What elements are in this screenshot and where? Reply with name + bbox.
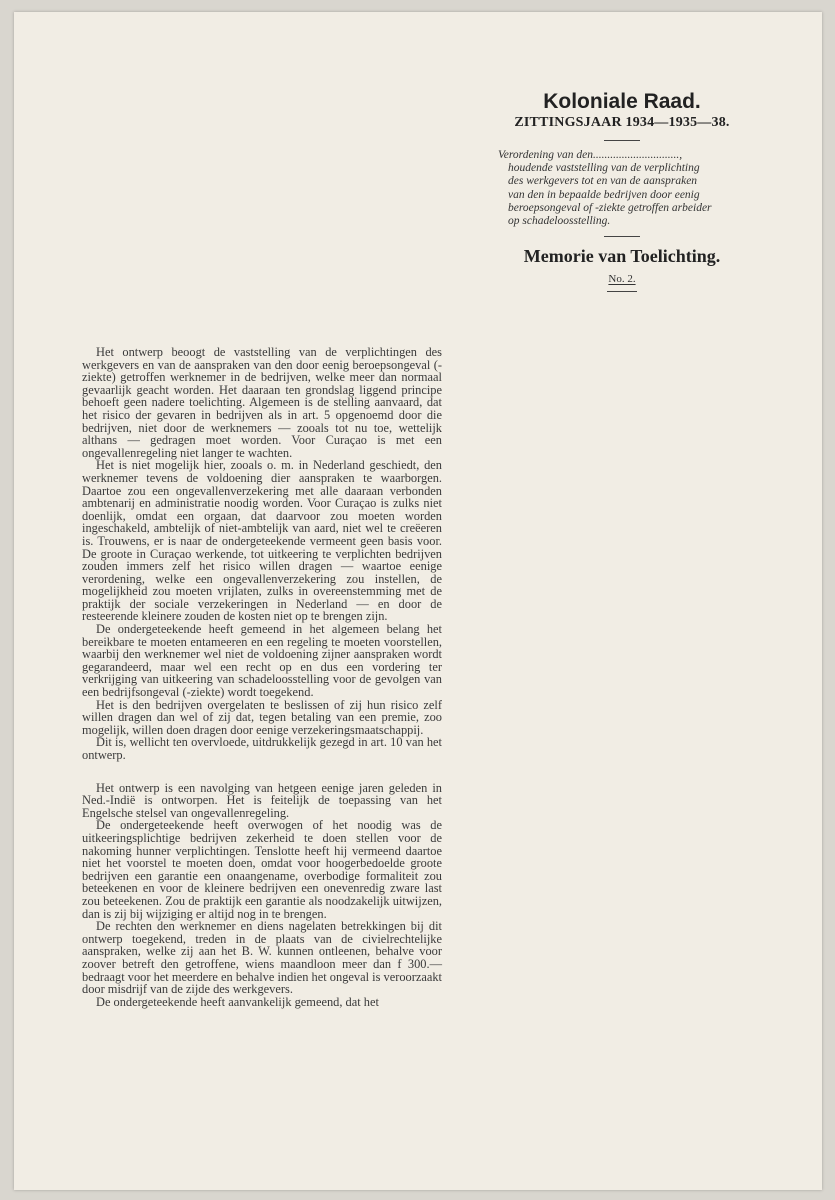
subject-line: op schadeloosstelling. — [508, 215, 611, 228]
paragraph: De ondergeteekende heeft gemeend in het algemeen belang het bereikbare te moeten entameeren en een regeling te moeten voorstellen, waarbij den werknemer wel niet de voldoening zijner aanspraken wordt gegarandeerd, maar wel een recht op en dus een vordering ter verkrijging van uitkeering van schadeloosstelling voor de gevolgen van een bedrijfsongeval (-ziekte) wordt toegekend. — [82, 622, 442, 700]
divider — [607, 291, 637, 292]
subject-line: Verordening van den.............................., — [498, 149, 683, 161]
document-page — [14, 12, 822, 1190]
session-year: ZITTINGSJAAR 1934—1935—38. — [514, 115, 730, 130]
paragraph: Dit is, wellicht ten overvloede, uitdrukkelijk gezegd in art. 10 van het ontwerp. — [82, 735, 442, 762]
divider — [604, 140, 640, 141]
subject-line: houdende vaststelling van de verplichting — [508, 162, 700, 175]
paragraph: Het is den bedrijven overgelaten te beslissen of zij hun risico zelf willen dragen dan wel of zij dat, tegen betaling van een premie, zoo mogelijk, willen doen dragen door eenige verzekeringsmaatschappij. — [82, 697, 442, 737]
paragraph: Het ontwerp beoogt de vaststelling van de verplichtingen des werkgevers en van de aanspraken van den door eenig beroepsongeval (-ziekte) getroffen werknemer in de bedrijven, welke meer dan normaal gevaarlijk geacht worden. Het daaraan ten grondslag liggend principe behoeft geen nadere toelichting. Algemeen is de stelling aanvaard, dat het risico der gevaren in bedrijven als in art. 5 opgenoemd door die bedrijven, niet door de werknemers — zooals tot nu toe, wettelijk althans — gedragen moet worden. Voor Curaçao is met een ongevallenregeling niet langer te wachten. — [82, 345, 442, 460]
paragraph: De rechten den werknemer en diens nagelaten betrekkingen bij dit ontwerp toegekend, treden in de plaats van de civielrechtelijke aanspraken, welke zij aan het B. W. kunnen ontleenen, behalve voor zoover betreft den getroffene, wiens maandloon meer dan f 300.— bedraagt voor het meerdere en behalve indien het ongeval is veroorzaakt door misdrijf van de zijde des werkgevers. — [82, 919, 442, 997]
paragraph: De ondergeteekende heeft overwogen of het noodig was de uitkeeringsplichtige bedrijven zekerheid te doen stellen voor de nakoming hunner verplichtingen. Tenslotte heeft hij vermeend daartoe niet het voorstel te moeten doen, omdat voor hoogerbedoelde groote bedrijven een garantie een onaangename, overbodige formaliteit zou beteekenen en voor de kleinere bedrijven een onevenredig zware last zou beteekenen. Zou de praktijk een garantie als noodzakelijk uitwijzen, dan is zij bij wijziging er altijd nog in te brengen. — [82, 818, 442, 921]
body-text — [82, 346, 442, 1008]
subject-line: des werkgevers tot en van de aanspraken — [508, 175, 698, 188]
section-1 — [82, 346, 442, 762]
paragraph: Het ontwerp is een navolging van hetgeen eenige jaren geleden in Ned.-Indië is ontworpen. Het is feitelijk de toepassing van het Engelsche stelsel van ongevallenregeling. — [82, 780, 442, 820]
subject-line: beroepsongeval of -ziekte getroffen arbeider — [508, 201, 712, 214]
paragraph: De ondergeteekende heeft aanvankelijk gemeend, dat het — [96, 994, 379, 1009]
ordinance-subject — [492, 149, 752, 228]
section-2 — [82, 782, 442, 1009]
document-title: Memorie van Toelichting. — [523, 246, 721, 267]
council-title: Koloniale Raad. — [543, 90, 701, 113]
subject-line: van den in bepaalde bedrijven door eenig — [508, 188, 700, 201]
divider — [604, 236, 640, 237]
paragraph: Het is niet mogelijk hier, zooals o. m. in Nederland geschiedt, den werknemer tevens de voldoening dier aanspraken te waarborgen. Daartoe zou een ongevallenverzekering met alle daaraan verbonden ambtenarij en administratie noodig worden. Voor Curaçao is zulks niet doenlijk, omdat een orgaan, dat daarvoor zou moeten worden ingeschakeld, ambtelijk of niet-ambtelijk van aard, niet wel te creëeren is. Trouwens, er is naar de ondergeteekende vermeent geen basis voor. De groote in Curaçao werkende, tot uitkeering te verplichten bedrijven zouden immers zelf het risico willen dragen — waartoe eenige verordening, welke een ongevallenverzekering zou instellen, de mogelijkheid zou moeten vrijlaten, zulks in overeenstemming met de praktijk der sociale verzekeringen in Nederland — en door de resteerende kleinere zouden de kosten niet op te brengen zijn. — [82, 458, 442, 624]
document-header — [492, 90, 752, 300]
document-number: No. 2. — [608, 273, 636, 286]
